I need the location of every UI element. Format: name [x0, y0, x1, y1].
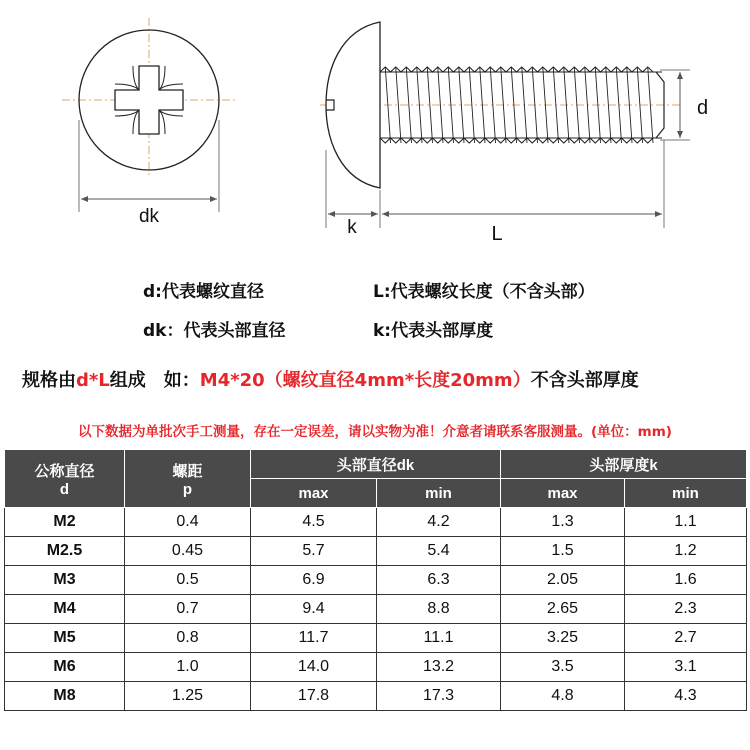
- cell-dk-min: 11.1: [377, 624, 501, 653]
- header-k-max: max: [501, 479, 625, 508]
- phillips-cross-icon: [115, 66, 183, 134]
- cell-size: M8: [5, 682, 125, 711]
- table-row: [5, 508, 747, 537]
- cell-pitch: 0.8: [125, 624, 251, 653]
- header-pitch: [125, 450, 251, 508]
- header-dk-max: max: [251, 479, 377, 508]
- cell-size: M6: [5, 653, 125, 682]
- cell-k-max: 3.5: [501, 653, 625, 682]
- cell-k-min: 2.7: [625, 624, 747, 653]
- header-nominal-diameter: [5, 450, 125, 508]
- cell-k-max: 2.65: [501, 595, 625, 624]
- screw-side-view: [320, 22, 708, 245]
- cell-dk-min: 4.2: [377, 508, 501, 537]
- table-row: [5, 682, 747, 711]
- legend-dk: dk：代表头部直径: [143, 321, 286, 341]
- cell-k-min: 3.1: [625, 653, 747, 682]
- header-k-min: min: [625, 479, 747, 508]
- header-head-thickness: 头部厚度k: [501, 450, 747, 479]
- cell-dk-min: 6.3: [377, 566, 501, 595]
- cell-k-min: 1.1: [625, 508, 747, 537]
- cell-pitch: 1.0: [125, 653, 251, 682]
- screw-diagram: [0, 0, 750, 260]
- cell-dk-max: 9.4: [251, 595, 377, 624]
- cell-pitch: 0.45: [125, 537, 251, 566]
- cell-size: M4: [5, 595, 125, 624]
- cell-k-max: 2.05: [501, 566, 625, 595]
- cell-k-max: 1.3: [501, 508, 625, 537]
- cell-k-min: 4.3: [625, 682, 747, 711]
- table-row: [5, 595, 747, 624]
- spec-format-line: [22, 366, 639, 392]
- cell-k-max: 3.25: [501, 624, 625, 653]
- dim-label-L: L: [491, 223, 503, 245]
- legend-k: k:代表头部厚度: [373, 321, 494, 341]
- spec-example: M4*20（螺纹直径4mm*长度20mm）: [199, 370, 531, 391]
- spec-mid: 组成 如：: [109, 370, 200, 391]
- dim-label-d: d: [697, 97, 709, 119]
- dim-label-dk: dk: [138, 206, 160, 227]
- header-head-diameter: 头部直径dk: [251, 450, 501, 479]
- spec-suffix: 不含头部厚度: [530, 370, 639, 391]
- cell-pitch: 0.7: [125, 595, 251, 624]
- cell-dk-max: 11.7: [251, 624, 377, 653]
- header-nominal-symbol: d: [59, 480, 70, 498]
- cell-pitch: 0.4: [125, 508, 251, 537]
- header-pitch-symbol: p: [182, 480, 193, 498]
- cell-dk-min: 8.8: [377, 595, 501, 624]
- cell-dk-max: 6.9: [251, 566, 377, 595]
- cell-dk-min: 13.2: [377, 653, 501, 682]
- cell-size: M2: [5, 508, 125, 537]
- header-pitch-label: 螺距: [172, 462, 203, 480]
- head-top-view: [62, 18, 236, 227]
- cell-dk-max: 5.7: [251, 537, 377, 566]
- cell-pitch: 1.25: [125, 682, 251, 711]
- table-row: [5, 653, 747, 682]
- legend-L: L:代表螺纹长度（不含头部）: [373, 282, 595, 302]
- cell-k-max: 1.5: [501, 537, 625, 566]
- header-nominal-label: 公称直径: [34, 462, 95, 480]
- table-row: [5, 624, 747, 653]
- cell-dk-max: 14.0: [251, 653, 377, 682]
- spec-prefix: 规格由: [22, 370, 76, 391]
- cell-dk-max: 4.5: [251, 508, 377, 537]
- legend-d: d:代表螺纹直径: [143, 282, 264, 302]
- cell-size: M2.5: [5, 537, 125, 566]
- cell-size: M5: [5, 624, 125, 653]
- dim-label-k: k: [347, 217, 357, 238]
- cell-k-min: 2.3: [625, 595, 747, 624]
- table-row: [5, 566, 747, 595]
- header-dk-min: min: [377, 479, 501, 508]
- cell-size: M3: [5, 566, 125, 595]
- spec-formula: d*L: [76, 370, 110, 391]
- cell-pitch: 0.5: [125, 566, 251, 595]
- cell-dk-max: 17.8: [251, 682, 377, 711]
- cell-k-min: 1.6: [625, 566, 747, 595]
- cell-k-max: 4.8: [501, 682, 625, 711]
- measurement-notice: 以下数据为单批次手工测量，存在一定误差，请以实物为准！介意者请联系客服测量。(单位：mm): [78, 424, 672, 440]
- cell-k-min: 1.2: [625, 537, 747, 566]
- cell-dk-min: 5.4: [377, 537, 501, 566]
- cell-dk-min: 17.3: [377, 682, 501, 711]
- spec-table: [4, 449, 747, 711]
- table-row: [5, 537, 747, 566]
